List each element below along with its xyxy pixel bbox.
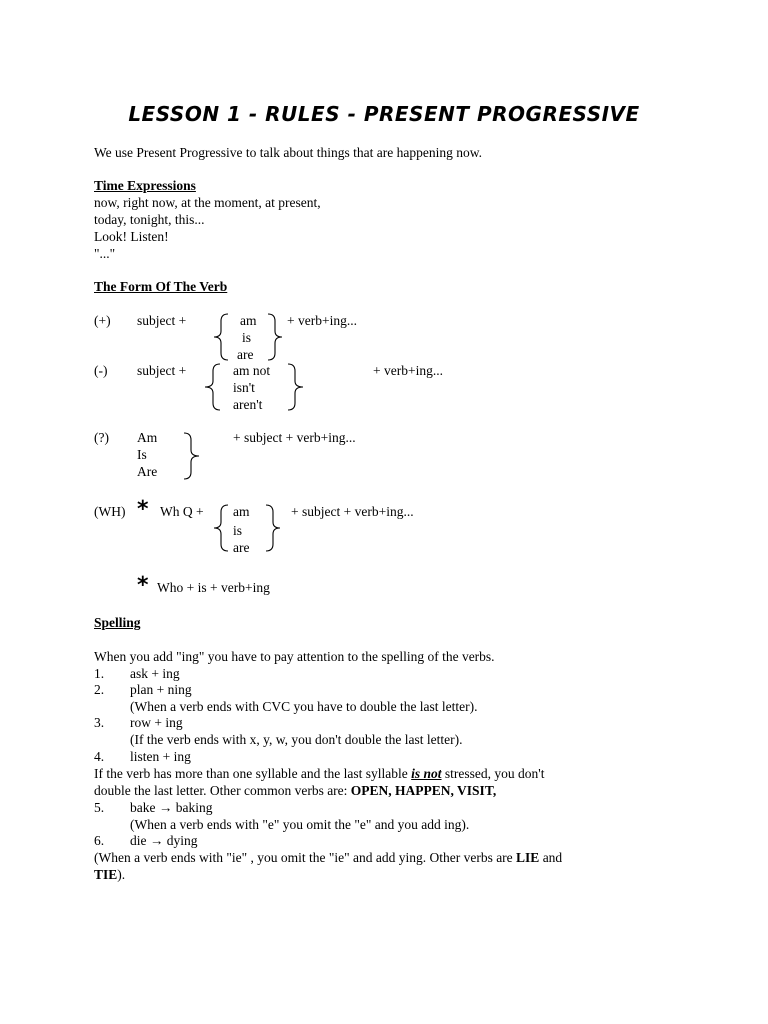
verb-word: die [130,833,147,848]
page-title: LESSON 1 - RULES - PRESENT PROGRESSIVE [128,102,640,126]
right-brace-icon [180,431,204,481]
list-item [130,799,212,816]
positive-sign: (+) [94,313,111,328]
arrow-right-icon: → [158,800,173,815]
negative-form-arent: aren't [233,397,263,412]
positive-form-is: is [242,330,252,345]
list-number: 3. [94,715,105,730]
ie-rule-line1 [94,849,562,866]
ie-verb-lie: LIE [516,850,540,865]
list-item: listen + ing [130,749,191,764]
wh-form-is: is [233,523,243,538]
ie-verb-tie: TIE [94,867,118,882]
list-number: 6. [94,833,105,848]
positive-form-are: are [237,347,254,362]
right-brace-icon [284,362,308,412]
wh-tail: + subject + verb+ing... [291,504,414,519]
question-form-am: Am [137,430,158,445]
time-expressions-heading: Time Expressions [94,178,196,193]
intro-text: We use Present Progressive to talk about things that are happening now. [94,145,482,160]
syllable-rule-text: If the verb has more than one syllable and the last syllable [94,766,412,781]
wh-form-am: am [233,504,250,519]
question-form-is: Is [137,447,147,462]
wh-form-are: are [233,540,250,555]
ie-rule-line2 [94,866,125,883]
left-brace-icon [210,312,232,362]
asterisk-icon: * [137,497,149,522]
list-item: plan + ning [130,682,192,697]
left-brace-icon [200,362,224,412]
time-expressions-line: Look! Listen! [94,229,169,244]
wh-lead: Wh Q + [160,504,204,519]
list-item-note: (When a verb ends with "e" you omit the "e" and you add ing). [130,817,470,832]
form-heading: The Form Of The Verb [94,279,228,294]
time-expressions-line: now, right now, at the moment, at present, [94,195,321,210]
positive-form-am: am [240,313,257,328]
list-item-note: (If the verb ends with x, y, w, you don't double the last letter). [130,732,463,747]
question-tail: + subject + verb+ing... [233,430,356,445]
list-item-note: (When a verb ends with CVC you have to double the last letter). [130,699,478,714]
list-number: 4. [94,749,105,764]
negative-form-am-not: am not [233,363,271,378]
syllable-rule-line2 [94,782,496,799]
negative-form-isnt: isn't [233,380,255,395]
negative-subject: subject + [137,363,187,378]
list-number: 1. [94,666,105,681]
negative-tail: + verb+ing... [373,363,443,378]
list-number: 5. [94,800,105,815]
ie-rule-and: and [539,850,563,865]
asterisk-icon: * [137,573,149,598]
right-brace-icon [264,312,286,362]
common-verbs: OPEN, HAPPEN, VISIT, [350,783,497,798]
positive-subject: subject + [137,313,187,328]
positive-tail: + verb+ing... [287,313,357,328]
verb-word: bake [130,800,156,815]
list-item: ask + ing [130,666,180,681]
ie-rule-end: ). [117,867,126,882]
syllable-rule-line1 [94,765,544,782]
verb-result: dying [166,833,198,848]
list-item [130,832,198,849]
syllable-rule-text: double the last letter. Other common verbs are: [94,783,351,798]
negative-sign: (-) [94,363,108,378]
list-number: 2. [94,682,105,697]
wh-sign: (WH) [94,504,126,519]
syllable-rule-emphasis: is not [411,766,442,781]
time-expressions-line: today, tonight, this... [94,212,205,227]
list-item: row + ing [130,715,183,730]
arrow-right-icon: → [149,833,164,848]
spelling-heading: Spelling [94,615,141,630]
syllable-rule-text: stressed, you don't [441,766,545,781]
left-brace-icon [210,503,232,553]
ie-rule-text: (When a verb ends with "ie" , you omit the "ie" and add ying. Other verbs are [94,850,517,865]
question-form-are: Are [137,464,158,479]
right-brace-icon [262,503,284,553]
who-rule: Who + is + verb+ing [157,580,270,595]
spelling-intro: When you add "ing" you have to pay attention to the spelling of the verbs. [94,649,495,664]
question-sign: (?) [94,430,109,445]
verb-result: baking [175,800,213,815]
time-expressions-line: "..." [94,246,116,261]
